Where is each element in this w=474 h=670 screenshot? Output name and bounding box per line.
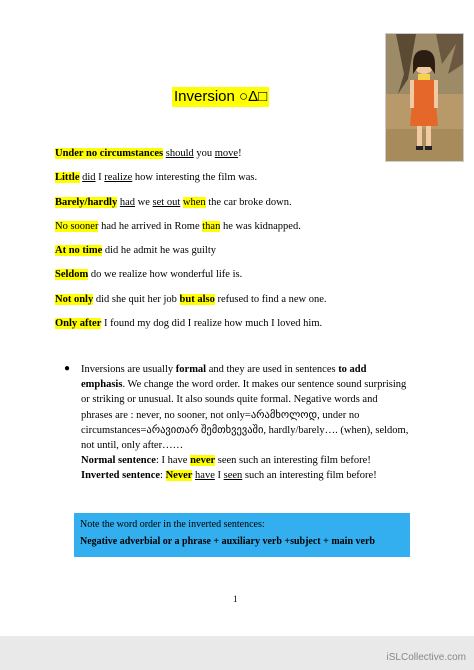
footer-watermark: iSLCollective.com — [386, 652, 466, 663]
sentence-2 — [55, 170, 385, 194]
doll-photo — [385, 33, 464, 162]
sentence-aux: should — [165, 148, 194, 159]
aux-verb: have — [195, 470, 215, 482]
sentence-text: did he admit he was guilty — [102, 245, 216, 257]
sentence-conjunction: than — [202, 220, 221, 232]
sentence-phrase: Under no circumstances — [55, 148, 164, 159]
normal-sentence-example — [81, 453, 409, 468]
explanation-paragraph — [81, 362, 409, 453]
sentence-phrase: Only after — [55, 318, 102, 330]
text: seen such an interesting film before! — [215, 455, 371, 467]
negative-word: never — [190, 455, 216, 467]
inverted-label: Inverted sentence — [81, 470, 161, 482]
text: I — [214, 470, 224, 482]
text: such an interesting film before! — [242, 470, 377, 482]
explanation-bullet — [64, 362, 409, 484]
text-bold: to add emphasis — [81, 364, 367, 391]
sentence-phrase: At no time — [55, 245, 103, 257]
word-order-note — [74, 513, 410, 557]
note-line-1: Note the word order in the inverted sentences: — [80, 519, 265, 530]
sentence-phrase: Barely/hardly — [55, 196, 118, 208]
main-verb: seen — [223, 470, 243, 482]
sentence-text: had he arrived in Rome — [98, 220, 203, 232]
sentence-text: how interesting the film was. — [132, 172, 258, 184]
normal-label: Normal sentence — [81, 455, 156, 467]
sentence-3 — [55, 195, 385, 219]
example-sentences — [55, 146, 385, 340]
sentence-5 — [55, 243, 385, 267]
sentence-verb: set out — [152, 196, 181, 208]
sentence-text: I found my dog did I realize how much I loved him. — [101, 318, 323, 330]
note-line-2: Negative adverbial or a phrase + auxiliary verb +subject + main verb — [80, 536, 375, 547]
sentence-aux: did — [82, 172, 96, 184]
explanation-text — [81, 362, 409, 484]
sentence-verb: move — [214, 148, 239, 159]
text: : I have — [155, 455, 191, 467]
page-title: Inversion ○Δ□ — [174, 88, 268, 105]
sentence-text: refused to find a new one. — [214, 293, 327, 305]
sentence-text: the car broke down. — [205, 196, 292, 208]
sentence-verb: realize — [104, 172, 133, 184]
text-bold: formal — [175, 364, 207, 375]
page-number: 1 — [233, 594, 238, 604]
text: : — [160, 470, 166, 482]
sentence-8 — [55, 316, 385, 340]
sentence-text: ! — [238, 148, 242, 159]
sentence-text: you — [193, 148, 215, 159]
text: . We change the word order. It makes our sentence sound surprising or striking or unusual. It also sounds quite formal. Negative words and phrases are : never, no sooner, not only=არამხოლოდ, under no circumstances=არავითარ შემთხვევაში, hardly/barely…. (when), seldom, not until, only after…… — [81, 379, 409, 452]
sentence-aux: had — [119, 196, 136, 208]
sentence-phrase: No sooner — [55, 220, 99, 232]
sentence-6 — [55, 267, 385, 291]
sentence-1 — [55, 146, 385, 170]
text: Inversions are usually — [81, 364, 176, 375]
sentence-7 — [55, 292, 385, 316]
sentence-phrase: Not only — [55, 293, 94, 305]
negative-word: Never — [165, 470, 193, 482]
sentence-text: he was kidnapped. — [220, 220, 301, 232]
sentence-conjunction: but also — [179, 293, 215, 305]
inverted-sentence-example — [81, 468, 409, 483]
sentence-conjunction: when — [182, 196, 206, 208]
sentence-text: I — [95, 172, 105, 184]
doll-photo-image — [386, 34, 463, 161]
sentence-text: do we realize how wonderful life is. — [88, 269, 243, 281]
sentence-phrase: Seldom — [55, 269, 89, 281]
sentence-phrase: Little — [55, 172, 80, 184]
sentence-text: did she quit her job — [93, 293, 180, 305]
bullet-icon: ● — [64, 363, 71, 374]
text: and they are used in sentences — [206, 364, 339, 375]
sentence-text: we — [135, 196, 153, 208]
sentence-4 — [55, 219, 385, 243]
